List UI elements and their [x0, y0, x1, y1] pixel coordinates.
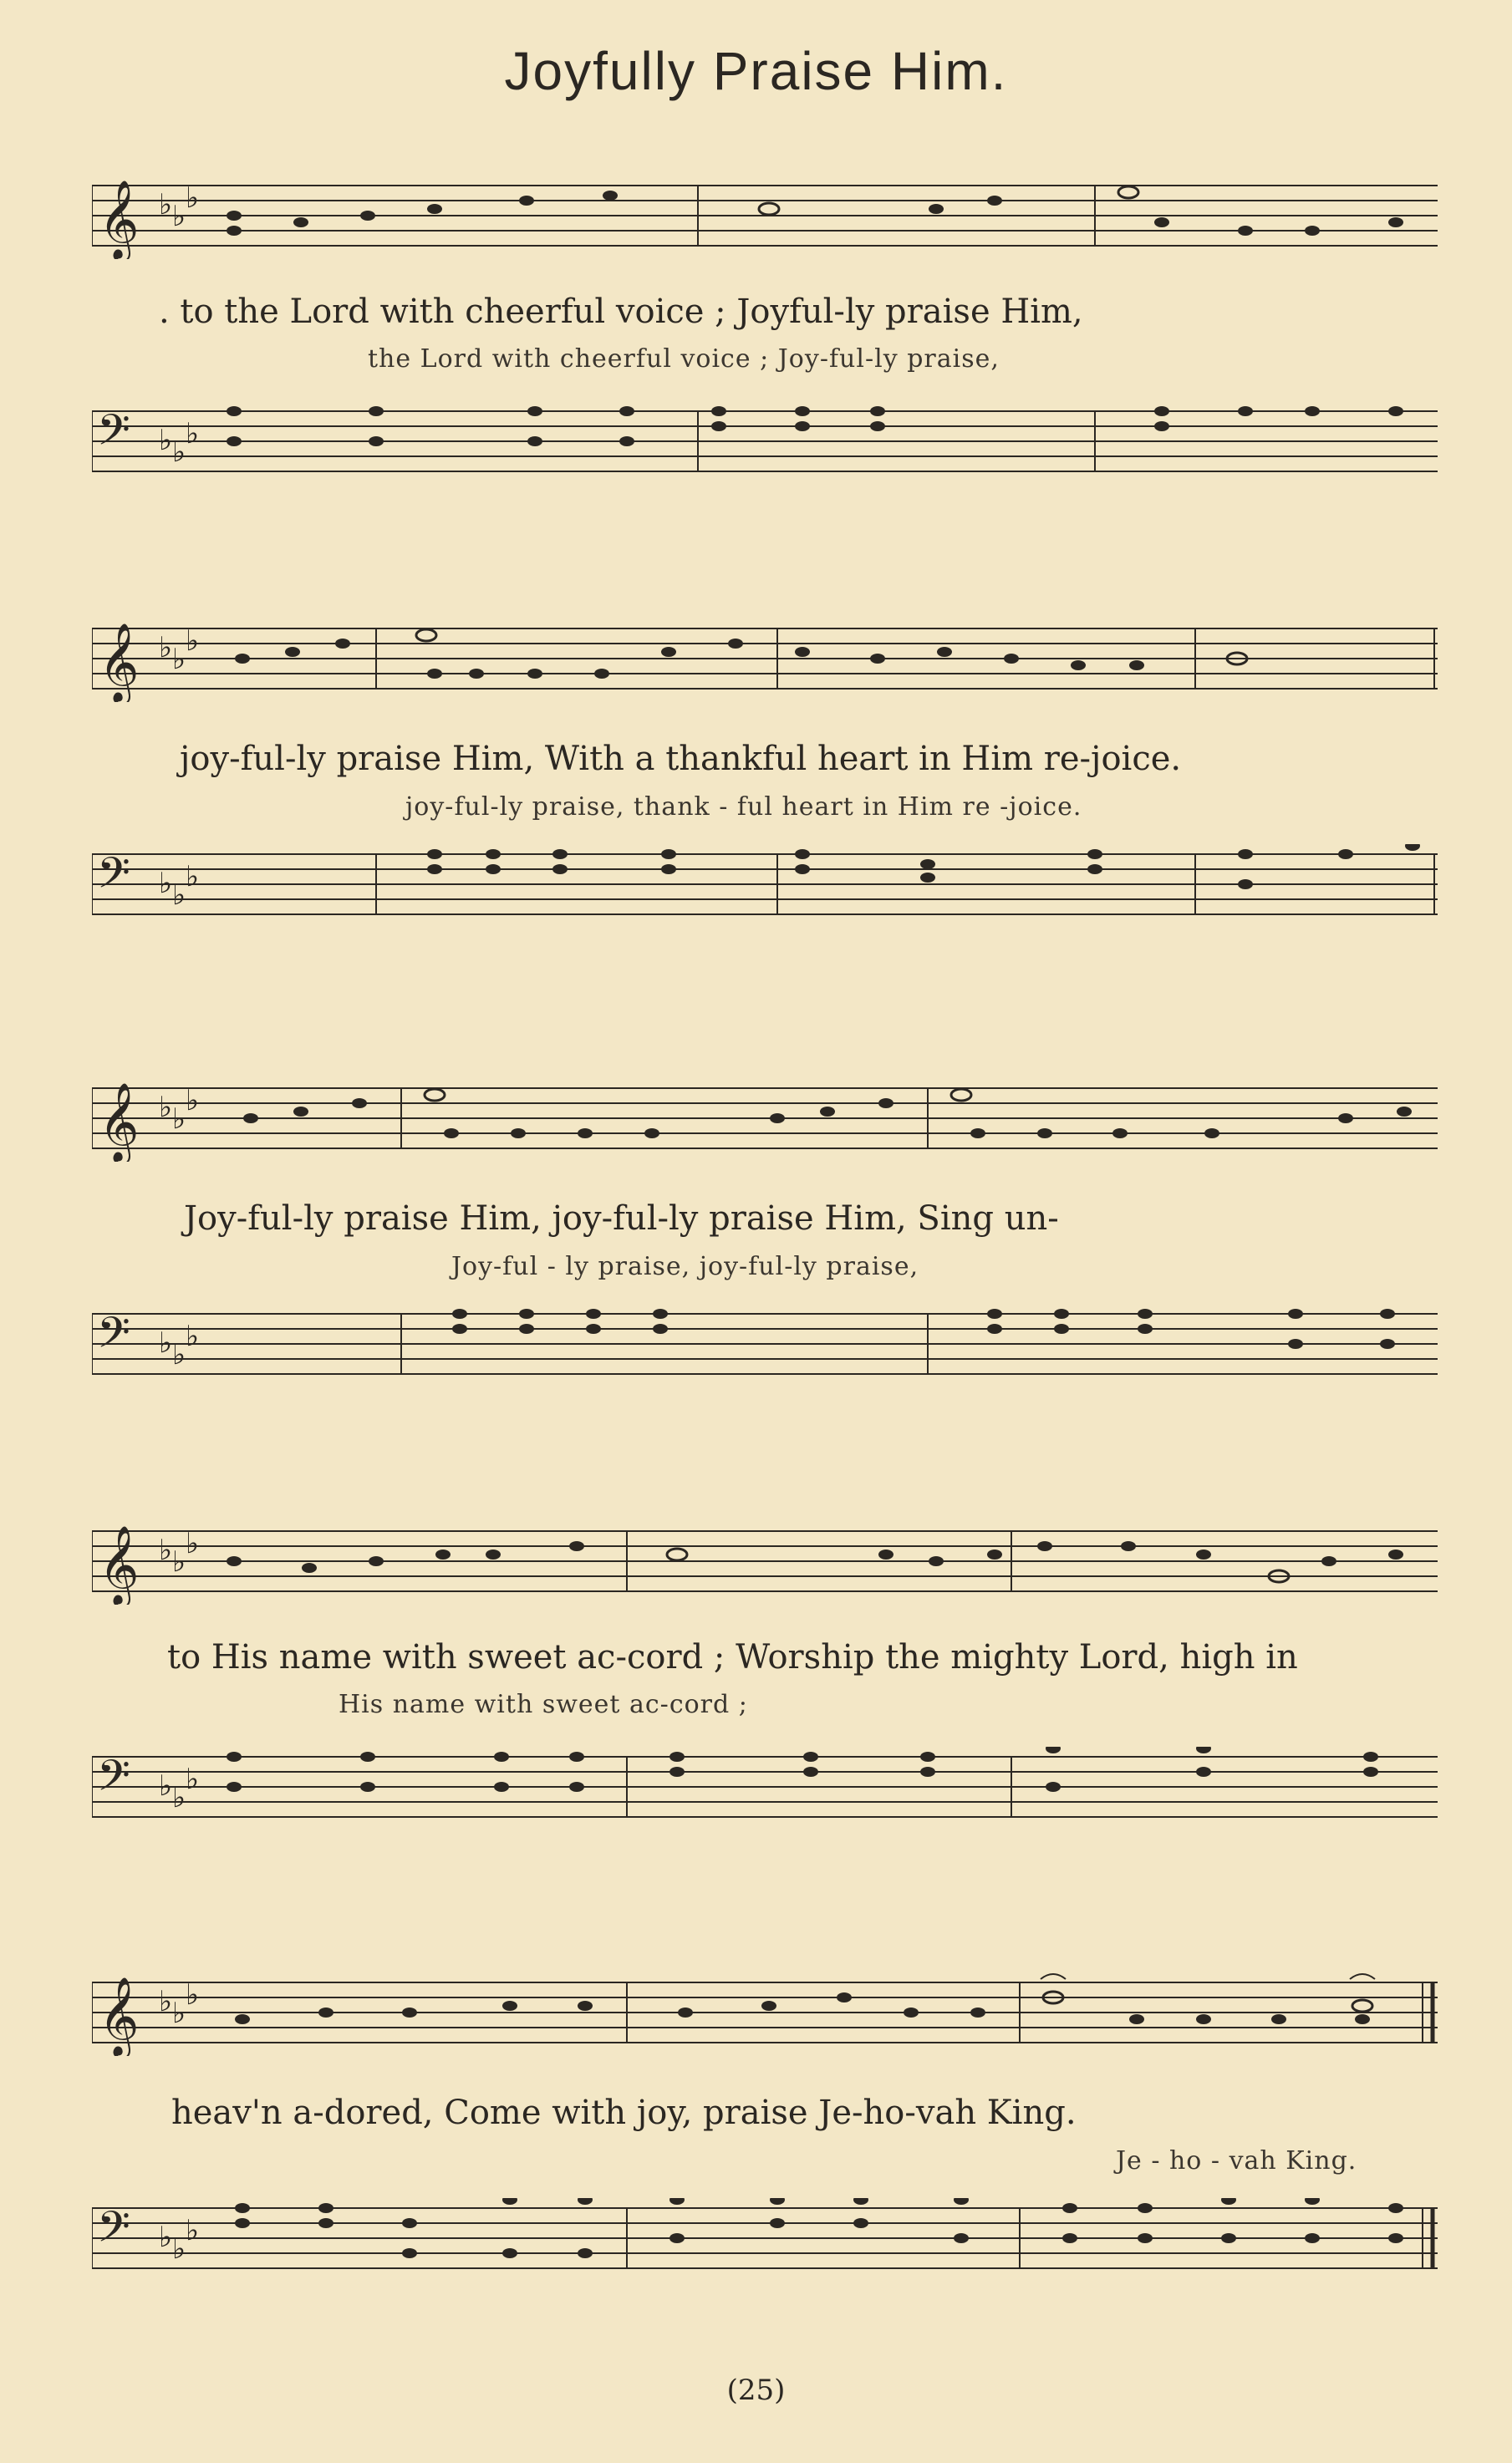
svg-text:♭: ♭	[159, 1091, 173, 1124]
svg-text:𝄞: 𝄞	[99, 1082, 140, 1162]
lyric-line-main: joy-ful-ly praise Him, With a thankful heart in Him re-joice.	[180, 740, 1182, 778]
svg-text:♭: ♭	[159, 631, 173, 664]
treble-staff	[92, 1972, 1438, 2056]
svg-text:♭: ♭	[172, 643, 186, 676]
svg-text:♭: ♭	[159, 188, 173, 221]
bass-staff	[92, 2198, 1438, 2282]
svg-text:𝄞: 𝄞	[99, 1525, 140, 1605]
svg-text:♭: ♭	[186, 1320, 200, 1353]
svg-text:𝄢: 𝄢	[97, 847, 130, 908]
svg-text:𝄢: 𝄢	[97, 2201, 130, 2262]
svg-text:♭: ♭	[172, 435, 186, 469]
treble-staff	[92, 1078, 1438, 1162]
lyric-line-alt: the Lord with cheerful voice ; Joy-ful-ly praise,	[368, 344, 1000, 374]
lyric-line-main: to His name with sweet ac-cord ; Worship the mighty Lord, high in	[167, 1638, 1298, 1677]
svg-text:𝄞: 𝄞	[99, 1977, 140, 2056]
svg-text:♭: ♭	[159, 1534, 173, 1567]
lyric-line-main: . to the Lord with cheerful voice ; Joyful-ly praise Him,	[159, 293, 1083, 331]
lyric-line-alt: Je - ho - vah King.	[1116, 2146, 1357, 2175]
svg-text:♭: ♭	[186, 1527, 200, 1560]
svg-text:♭: ♭	[186, 2214, 200, 2247]
svg-text:♭: ♭	[172, 1102, 186, 1136]
svg-text:♭: ♭	[172, 2232, 186, 2266]
treble-staff	[92, 618, 1438, 702]
svg-text:𝄢: 𝄢	[97, 1750, 130, 1811]
svg-text:♭: ♭	[159, 424, 173, 457]
bass-staff	[92, 844, 1438, 928]
svg-text:♭: ♭	[172, 1545, 186, 1579]
svg-text:♭: ♭	[186, 860, 200, 893]
svg-text:𝄞: 𝄞	[99, 623, 140, 702]
svg-text:♭: ♭	[186, 624, 200, 658]
lyric-line-alt: joy-ful-ly praise, thank - ful heart in Him re -joice.	[405, 792, 1082, 822]
lyric-line-alt: His name with sweet ac-cord ;	[339, 1690, 748, 1719]
svg-text:♭: ♭	[159, 1326, 173, 1360]
page-number: (25)	[726, 2374, 786, 2407]
bass-staff	[92, 401, 1438, 485]
bass-staff	[92, 1304, 1438, 1387]
svg-text:♭: ♭	[186, 1978, 200, 2012]
lyric-line-alt: Joy-ful - ly praise, joy-ful-ly praise,	[451, 1252, 919, 1281]
svg-text:♭: ♭	[172, 1338, 186, 1371]
svg-text:♭: ♭	[186, 181, 200, 215]
bass-staff	[92, 1747, 1438, 1830]
svg-text:♭: ♭	[186, 417, 200, 450]
svg-text:♭: ♭	[186, 1084, 200, 1117]
svg-text:♭: ♭	[159, 1769, 173, 1803]
svg-text:♭: ♭	[172, 200, 186, 233]
svg-text:𝄢: 𝄢	[97, 405, 130, 466]
svg-text:♭: ♭	[186, 1763, 200, 1796]
lyric-line-main: heav'n a-dored, Come with joy, praise Je-ho-vah King.	[171, 2094, 1077, 2132]
svg-text:♭: ♭	[159, 2221, 173, 2254]
svg-text:♭: ♭	[159, 867, 173, 900]
treble-staff	[92, 176, 1438, 259]
svg-text:♭: ♭	[172, 878, 186, 912]
svg-text:𝄞: 𝄞	[99, 180, 140, 259]
treble-staff	[92, 1521, 1438, 1605]
svg-text:𝄢: 𝄢	[97, 1307, 130, 1368]
svg-text:♭: ♭	[172, 1781, 186, 1814]
lyric-line-main: Joy-ful-ly praise Him, joy-ful-ly praise Him, Sing un-	[184, 1199, 1059, 1238]
svg-text:♭: ♭	[159, 1985, 173, 2018]
svg-text:♭: ♭	[172, 1997, 186, 2030]
hymn-title: Joyfully Praise Him.	[504, 41, 1008, 101]
